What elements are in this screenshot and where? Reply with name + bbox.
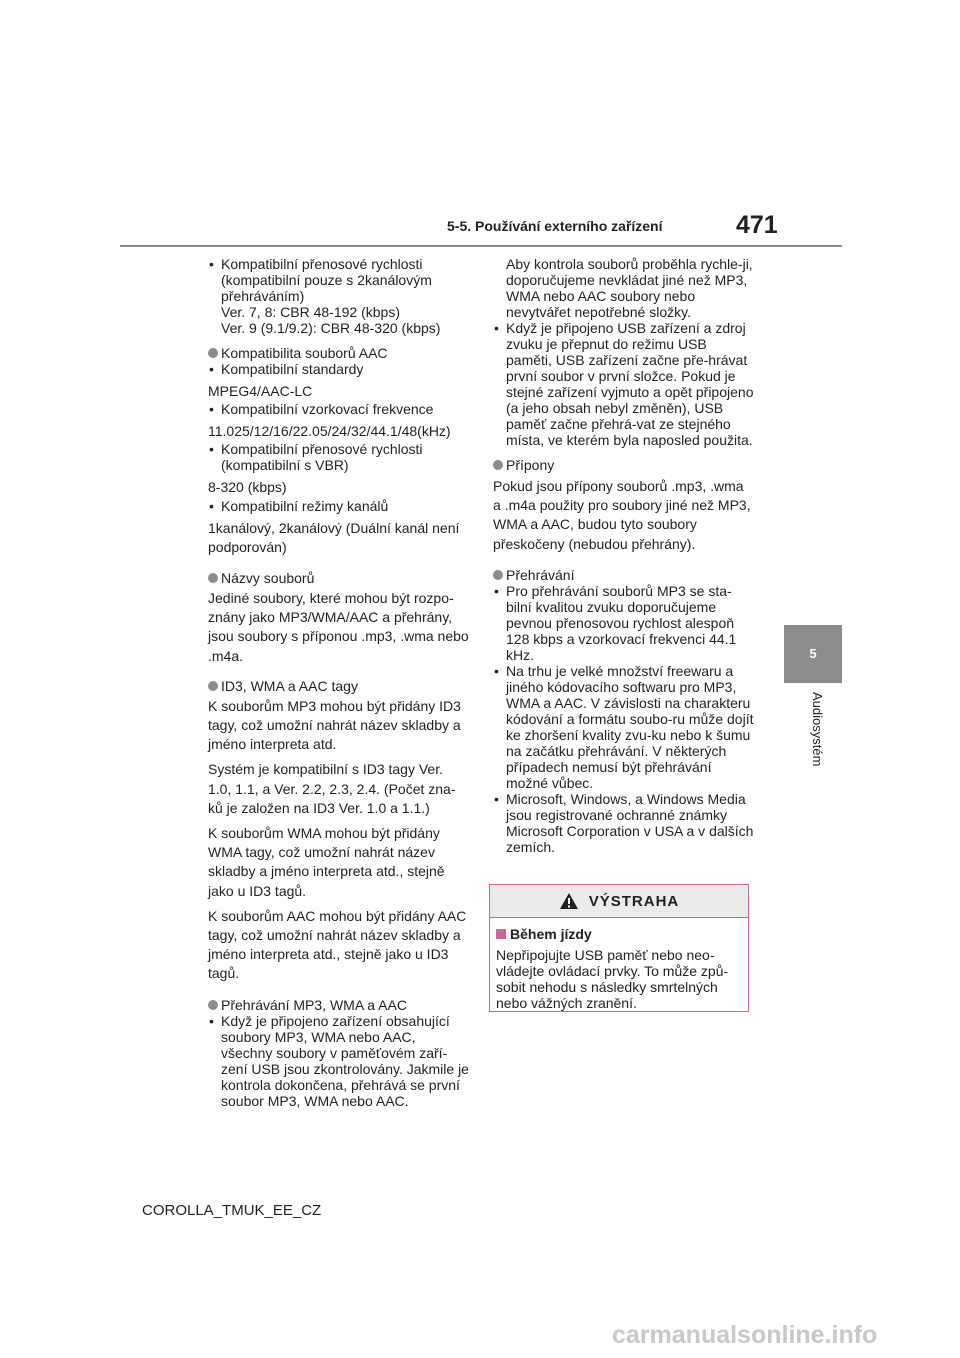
warning-title: VÝSTRAHA (588, 892, 680, 910)
list-item: • Microsoft, Windows, a Windows Media jsou registrované ochranné známky Microsoft Corporation v USA a v dalších zemích. (494, 790, 754, 855)
body-text: Ver. 7, 8: CBR 48-192 (kbps) (221, 304, 400, 320)
section-heading: Přehrávání (493, 567, 755, 583)
header-rule (120, 245, 842, 247)
right-column (493, 256, 755, 855)
warning-box (489, 884, 749, 1012)
list-item: • Když je připojeno USB zařízení a zdroj zvuku je přepnut do režimu USB paměti, USB zařízení začne pře-hrávat první soubor v první složce. Pokud je stejné zařízení vyjmuto a opět připojeno (a jeho obsah nebyl změněn), USB paměť začne přehrá-vat ze stejného místa, ve kterém byla naposled použita. (494, 320, 754, 448)
bullet-dot-icon (493, 570, 503, 580)
list-item: • Kompatibilní režimy kanálů (209, 497, 389, 514)
bullet-dot-icon (208, 1000, 218, 1010)
body-text: 8-320 (kbps) (208, 479, 287, 496)
section-heading: ID3, WMA a AAC tagy (208, 678, 470, 694)
list-item: • Když je připojeno zařízení obsahující soubory MP3, WMA nebo AAC, všechny soubory v paměťovém zaří-zení USB jsou zkontrolovány. Jakmile je kontrola dokončena, přehrává se první soubor MP3, WMA nebo AAC. (209, 1012, 469, 1109)
body-text: Pokud jsou přípony souborů .mp3, .wma a .m4a použity pro soubory jiné než MP3, WMA a AAC, budou tyto soubory přeskočeny (nebudou přehrány). (493, 478, 751, 552)
warning-header (490, 885, 748, 918)
warning-subtitle: Během jízdy (496, 926, 742, 942)
list-item: • Kompatibilní standardy (209, 361, 364, 377)
chapter-tab[interactable]: 5 (784, 625, 842, 683)
body-text: Aby kontrola souborů proběhla rychle-ji, doporučujeme nevkládat jiné než MP3, WMA nebo AAC soubory nebo nevytvářet nepotřebné složky. (506, 256, 753, 320)
body-text: Jediné soubory, které mohou být rozpo-znány jako MP3/WMA/AAC a přehrány, jsou soubory s příponou .mp3, .wma nebo .m4a. (208, 590, 469, 664)
warning-triangle-icon (559, 892, 579, 910)
body-text: K souborům WMA mohou být přidány WMA tagy, což umožní nahrát název skladby a jméno interpreta atd., stejně jako u ID3 tagů. (208, 825, 445, 899)
warning-text: Nepřipojujte USB paměť nebo neo-vládejte ovládací prvky. To může způ-sobit nehodu s následky smrtelných nebo vážných zranění. (496, 947, 729, 1011)
section-heading: Přípony (493, 457, 755, 473)
body-text: 11.025/12/16/22.05/24/32/44.1/48(kHz) (208, 423, 451, 440)
watermark: carmanualsonline.info (612, 1321, 878, 1349)
section-title: 5-5. Používání externího zařízení (447, 218, 663, 234)
section-heading: Kompatibilita souborů AAC (208, 345, 470, 361)
list-item: • Na trhu je velké množství freewaru a jiného kódovacího softwaru pro MP3, WMA a AAC. V závislosti na charakteru kódování a formátu soubo-ru může dojít ke zhoršení kvality zvu-ku nebo k šumu na začátku přehrávání. V některých případech nemusí být přehrávání možné vůbec. (494, 662, 754, 791)
left-column (208, 256, 470, 1109)
section-heading: Přehrávání MP3, WMA a AAC (208, 997, 470, 1013)
bullet-dot-icon (208, 573, 218, 583)
list-item: • Kompatibilní přenosové rychlosti (kompatibilní pouze s 2kanálovým přehráváním) Ver. 7, 8: CBR 48-192 (kbps) Ver. 9 (9.1/9.2): CBR 48-320 (kbps) (208, 256, 470, 336)
list-item: • Pro přehrávání souborů MP3 se sta-bilní kvalitou zvuku doporučujeme pevnou přenosovou rychlost alespoň 128 kbps a vzorkovací frekvenci 44.1 kHz. (494, 582, 737, 663)
bullet-dot-icon (208, 348, 218, 358)
body-text: K souborům MP3 mohou být přidány ID3 tagy, což umožní nahrát název skladby a jméno interpreta atd. (208, 697, 461, 753)
square-bullet-icon (496, 929, 506, 939)
body-text: MPEG4/AAC-LC (208, 383, 313, 399)
document-code: COROLLA_TMUK_EE_CZ (142, 1202, 322, 1219)
body-text: Systém je kompatibilní s ID3 tagy Ver. 1.0, 1.1, a Ver. 2.2, 2.3, 2.4. (Počet zna-ků je založen na ID3 Ver. 1.0 a 1.1.) (208, 761, 456, 816)
body-text: Ver. 9 (9.1/9.2): CBR 48-320 (kbps) (221, 320, 441, 336)
bullet-dot-icon (493, 460, 503, 470)
list-item: • Kompatibilní přenosové rychlosti (kompatibilní s VBR) (209, 441, 423, 474)
page-number: 471 (736, 211, 778, 239)
list-item: • Kompatibilní vzorkovací frekvence (209, 401, 434, 418)
body-text: 1kanálový, 2kanálový (Duální kanál není podporován) (208, 519, 460, 555)
section-heading: Názvy souborů (208, 570, 470, 586)
body-text: K souborům AAC mohou být přidány AAC tagy, což umožní nahrát název skladby a jméno interpreta atd., stejně jako u ID3 tagů. (208, 907, 467, 982)
body-text: Kompatibilní přenosové rychlosti (kompatibilní pouze s 2kanálovým přehráváním) (221, 256, 432, 304)
bullet-dot-icon (208, 681, 218, 691)
chapter-label: Audiosystém (810, 692, 825, 767)
